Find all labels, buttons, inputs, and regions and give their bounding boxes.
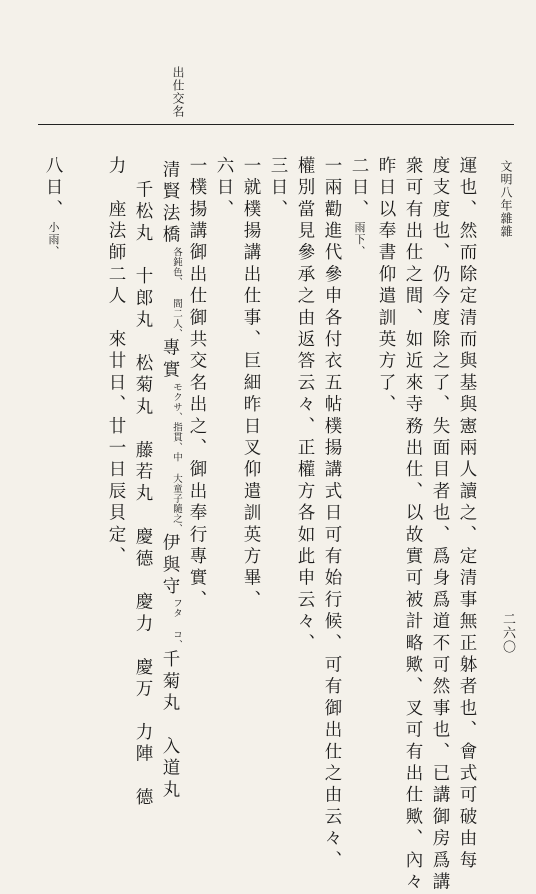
date-heading: 六日、 (214, 156, 234, 222)
interlinear-note: 各鈍色、 間二人、 (171, 246, 182, 339)
attendee-line (159, 156, 181, 802)
text-line: 運也、然而除定清而與基與憲兩人讀之、定清事無正躰者也、會式可破由每 (457, 156, 477, 873)
interlinear-note: モクサ、指貫、中 大童子隨之、 (171, 381, 182, 534)
section-title: 出仕交名 (171, 66, 185, 118)
attendee-line: 千松丸 十郎丸 松菊丸 藤若丸 慶德 慶力 慶万 力陣 德 (133, 180, 153, 810)
header-rule (38, 124, 514, 125)
text-line: 衆可有出仕之間、如近來寺務出仕、以故實可被計略歟、叉可有出仕歟、內々 (403, 156, 423, 894)
attendee-name: 專實 (160, 338, 180, 382)
date-heading: 三日、 (268, 156, 288, 222)
text-line: 一樸揚講御出仕御共交名出之、御出奉行專實、 (187, 156, 207, 612)
text-line: 權別當見參承之由返答云々、正權方各如此申云々、 (295, 156, 315, 656)
text-line: 力 座法師二人 來廿日、廿一日辰貝定、 (106, 156, 126, 569)
date-heading-line (348, 156, 370, 257)
weather-note: 小雨、 (47, 221, 60, 258)
page-number: 二六〇 (500, 612, 515, 654)
attendee-name: 伊與守 (160, 533, 180, 599)
text-columns (38, 156, 478, 894)
text-line: 度支度也、仍今度除之了、失面目者也、爲身爲道不可然事也、已講御房爲講 (430, 156, 450, 894)
attendee-name: 清賢法橋 (160, 160, 180, 247)
interlinear-note: フタ コ、 (171, 598, 182, 650)
text-line: 一兩勸進代參申各付衣五帖樸揚講式日可有始行候、可有御出仕之由云々、 (322, 156, 342, 873)
running-title: 文明八年雜雜 (499, 160, 513, 238)
text-line: 一就樸揚講出仕事、巨細昨日叉仰遣訓英方畢、 (241, 156, 261, 612)
attendee-names: 千菊丸 入道丸 (160, 649, 180, 802)
date-heading: 八日、 (43, 156, 63, 222)
weather-note: 雨下、 (353, 221, 366, 258)
date-heading-line (42, 156, 64, 257)
text-line: 昨日以奉書仰遣訓英方了、 (376, 156, 396, 417)
date-heading: 二日、 (349, 156, 369, 222)
